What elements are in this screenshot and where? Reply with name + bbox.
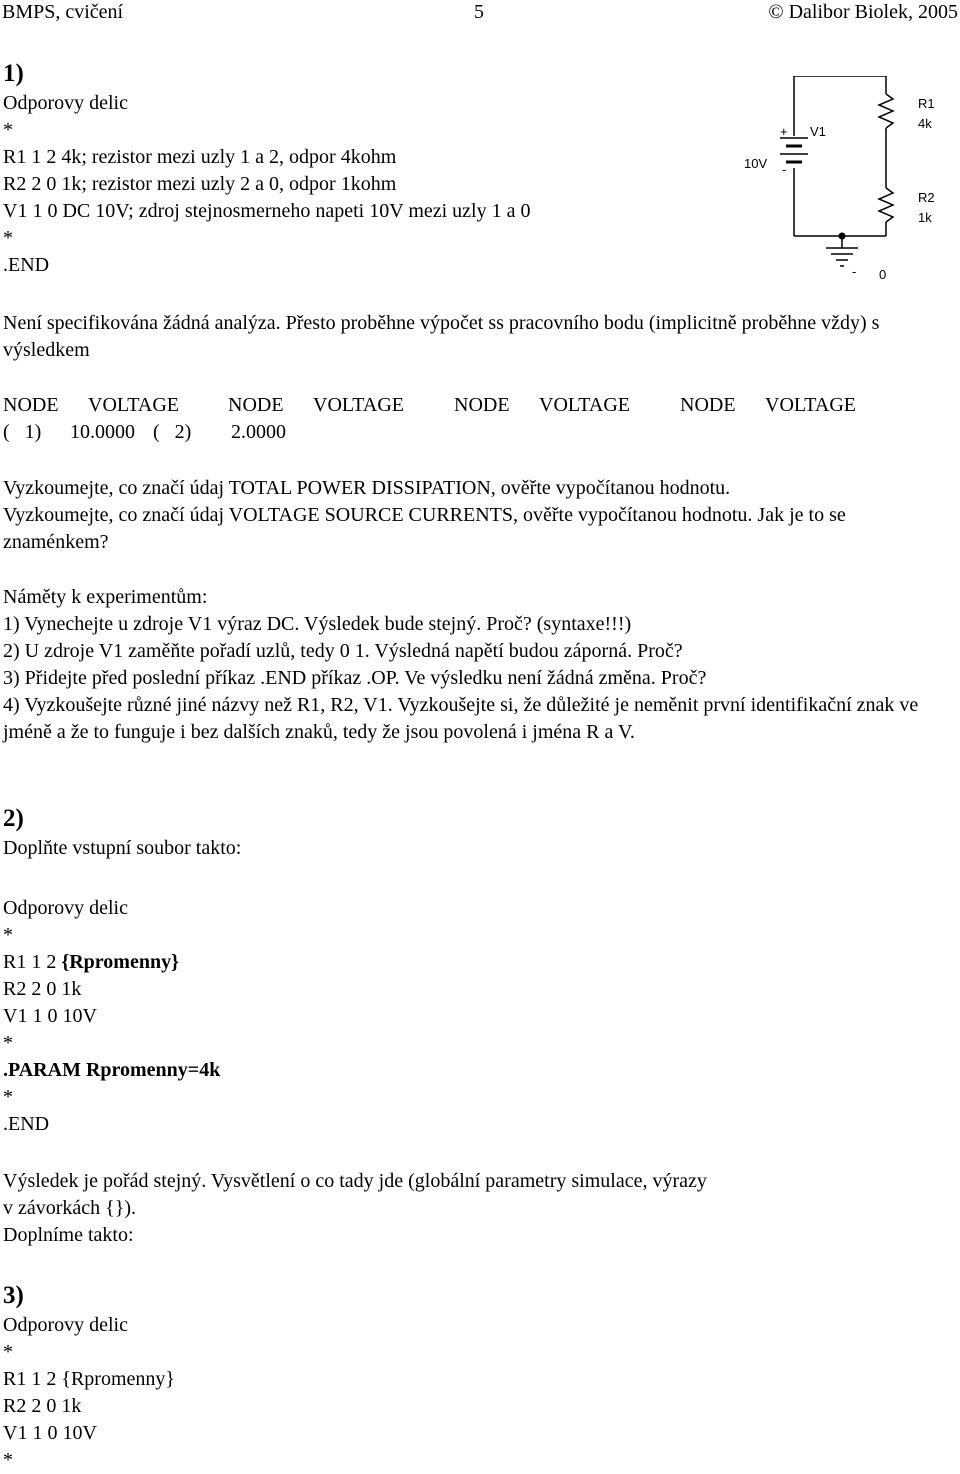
r2-name-label: R2 — [918, 190, 935, 205]
netlist-line: R2 2 0 1k — [3, 1395, 82, 1417]
node-id-cell: ( 1) — [3, 421, 42, 443]
netlist-line: * — [3, 1032, 13, 1054]
header-copyright: © Dalibor Biolek, 2005 — [768, 1, 958, 23]
netlist-line: R1 1 2 4k; rezistor mezi uzly 1 a 2, odpor 4kohm — [3, 146, 397, 168]
netlist-line: R2 2 0 1k; rezistor mezi uzly 2 a 0, odpor 1kohm — [3, 173, 397, 195]
minus-near-ground: - — [852, 264, 857, 279]
netlist-line: .END — [3, 254, 50, 276]
source-plus-sign: + — [780, 124, 788, 139]
experiments-title: Náměty k experimentům: — [3, 586, 208, 608]
section2-netlist — [3, 895, 220, 1138]
experiment-item: 2) U zdroje V1 zaměňte pořadí uzlů, tedy 0 1. Výsledná napětí budou záporná. Proč? — [3, 640, 683, 662]
node-header-row — [3, 392, 903, 419]
section2-intro: Doplňte vstupní soubor takto: — [3, 837, 242, 859]
netlist-line: Odporovy delic — [3, 92, 128, 114]
r2-value-label: 1k — [918, 210, 932, 225]
r1-prefix: R1 1 2 — [3, 951, 62, 973]
battery-icon — [780, 138, 808, 162]
junction-dot-icon — [839, 233, 846, 240]
netlist-line: * — [3, 1341, 13, 1363]
task-power: Vyzkoumejte, co značí údaj TOTAL POWER DISSIPATION, ověřte vypočítanou hodnotu. — [3, 477, 731, 499]
experiment-item: 3) Přidejte před poslední příkaz .END příkaz .OP. Ve výsledku není žádná změna. Proč? — [3, 667, 707, 689]
resistor-r2-icon — [879, 188, 893, 222]
analysis-note: Není specifikována žádná analýza. Přesto proběhne výpočet ss pracovního bodu (implicitně proběhne vždy) s výsledkem — [3, 312, 880, 361]
node-values-row — [3, 419, 903, 446]
node-header-cell: VOLTAGE — [313, 394, 404, 416]
source-name-label: V1 — [810, 124, 826, 139]
node-header-cell: VOLTAGE — [765, 394, 856, 416]
netlist-line: V1 1 0 10V — [3, 1005, 97, 1027]
netlist-line: V1 1 0 DC 10V; zdroj stejnosmerneho napeti 10V mezi uzly 1 a 0 — [3, 200, 531, 222]
node-voltage-cell: 2.0000 — [231, 421, 286, 443]
voltage-divider-schematic — [736, 76, 956, 286]
node-id-cell: ( 2) — [153, 421, 192, 443]
source-minus-sign: - — [782, 162, 787, 177]
r1-value-label: 4k — [918, 116, 932, 131]
experiment-item: 1) Vynechejte u zdroje V1 výraz DC. Výsledek bude stejný. Proč? (syntaxe!!!) — [3, 613, 632, 635]
followup-line: Doplníme takto: — [3, 1224, 134, 1246]
section2-result — [3, 1168, 707, 1249]
node-header-cell: NODE — [454, 394, 510, 416]
r1-param: {Rpromenny} — [61, 951, 179, 973]
netlist-line: * — [3, 1086, 13, 1108]
section1-heading: 1) — [3, 60, 24, 87]
netlist-line: * — [3, 227, 13, 249]
node-header-cell: NODE — [3, 394, 59, 416]
header-course: BMPS, cvičení — [2, 1, 124, 23]
section1 — [3, 58, 531, 279]
netlist-line: * — [3, 1449, 13, 1471]
resistor-r1-icon — [879, 94, 893, 128]
netlist-line: * — [3, 119, 13, 141]
section3 — [3, 1280, 175, 1471]
source-value-label: 10V — [744, 156, 768, 171]
node-voltage-table — [3, 392, 903, 446]
netlist-line: Odporovy delic — [3, 897, 128, 919]
r1-name-label: R1 — [918, 96, 935, 111]
node-header-cell: NODE — [228, 394, 284, 416]
section2-heading: 2) — [3, 805, 24, 832]
ground-node-label: 0 — [879, 267, 887, 282]
result-line: v závorkách {}). — [3, 1197, 137, 1219]
netlist-line: .END — [3, 1113, 50, 1135]
section3-heading: 3) — [3, 1282, 24, 1309]
node-header-cell: VOLTAGE — [88, 394, 179, 416]
netlist-line: Odporovy delic — [3, 1314, 128, 1336]
experiment-item: 4) Vyzkoušejte různé jiné názvy než R1, R2, V1. Vyzkoušejte si, že důležité je neměnit první identifikační znak ve jméně a že to funguje i bez dalších znaků, tedy že jsou povolená i jména R a V. — [3, 694, 919, 743]
netlist-line: * — [3, 924, 13, 946]
netlist-line: R2 2 0 1k — [3, 978, 82, 1000]
node-header-cell: VOLTAGE — [539, 394, 630, 416]
header-page-number: 5 — [474, 1, 484, 23]
netlist-line: R1 1 2 {Rpromenny} — [3, 1368, 175, 1390]
section2 — [3, 803, 241, 862]
netlist-line: V1 1 0 10V — [3, 1422, 97, 1444]
task-currents: Vyzkoumejte, co značí údaj VOLTAGE SOURCE CURRENTS, ověřte vypočítanou hodnotu. Jak je to se znaménkem? — [3, 504, 846, 553]
param-line: .PARAM Rpromenny=4k — [3, 1059, 221, 1081]
result-line: Výsledek je pořád stejný. Vysvětlení o co tady jde (globální parametry simulace, výrazy — [3, 1170, 707, 1192]
netlist-line — [3, 949, 220, 976]
node-header-cell: NODE — [680, 394, 736, 416]
node-voltage-cell: 10.0000 — [70, 421, 135, 443]
